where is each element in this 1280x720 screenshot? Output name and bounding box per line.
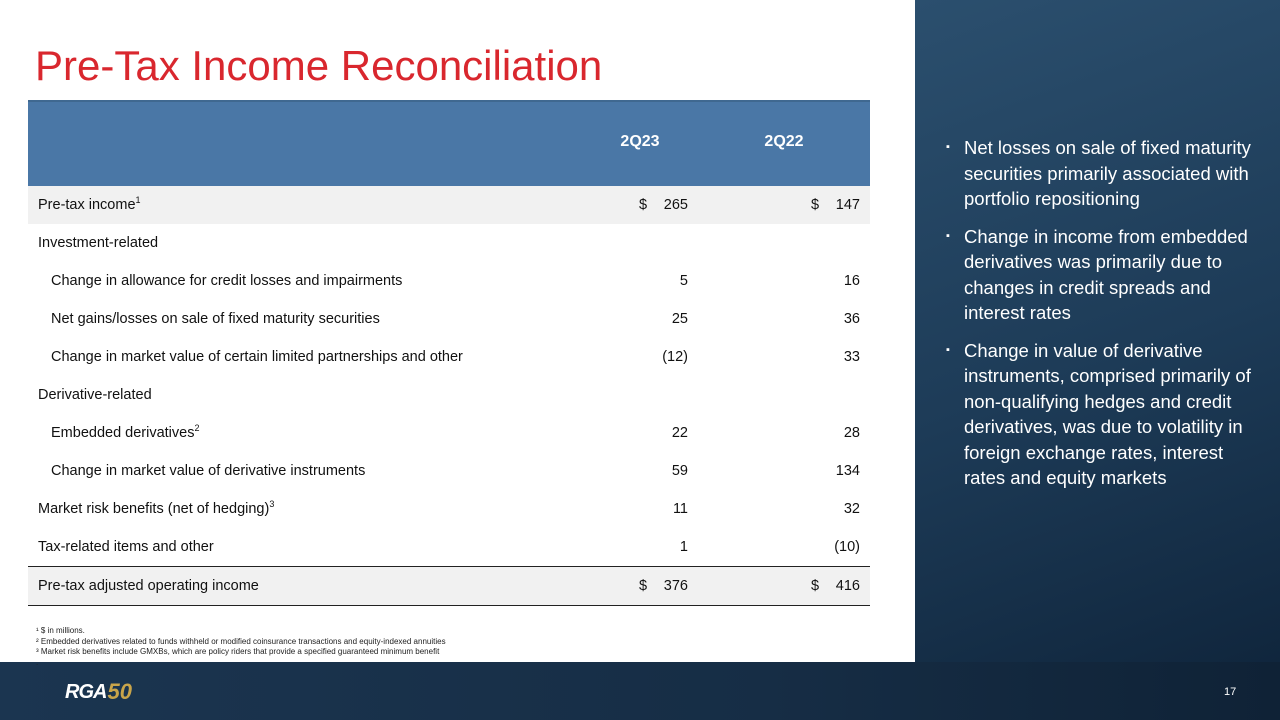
value-2q22: 147 bbox=[835, 197, 860, 213]
rga-logo bbox=[65, 680, 132, 704]
currency-symbol: $ bbox=[639, 197, 648, 213]
value-2q23: 59 bbox=[671, 463, 688, 479]
column-header-2q23: 2Q23 bbox=[620, 133, 660, 150]
section-label: Investment-related bbox=[38, 235, 159, 251]
table-row bbox=[28, 186, 870, 224]
bullet-item: ▪ Change in value of derivative instruments, comprised primarily of non-qualifying hedges and credit derivatives, was due to volatility in foreign exchange rates, interest rates and equity markets bbox=[946, 339, 1251, 488]
value-2q22: 134 bbox=[835, 463, 860, 479]
table-row bbox=[28, 224, 870, 262]
table-row bbox=[28, 262, 870, 300]
row-label: Pre-tax adjusted operating income bbox=[38, 578, 259, 594]
bullet-marker-icon: ▪ bbox=[946, 141, 950, 153]
row-label: Market risk benefits (net of hedging)$^3$ bbox=[38, 499, 275, 517]
table-row bbox=[28, 300, 870, 338]
bullet-item: ▪ Change in income from embedded derivatives was primarily due to changes in credit spreads and interest rates bbox=[946, 225, 1248, 323]
section-label: Derivative-related bbox=[38, 387, 152, 403]
value-2q23: 5 bbox=[679, 273, 688, 289]
row-label: Tax-related items and other bbox=[38, 539, 214, 555]
value-2q22: 28 bbox=[843, 425, 860, 441]
reconciliation-table bbox=[28, 100, 870, 606]
row-label: Embedded derivatives$^2$ bbox=[51, 423, 200, 441]
table-row bbox=[28, 414, 870, 452]
currency-symbol: $ bbox=[639, 578, 648, 594]
value-2q22: 416 bbox=[835, 578, 860, 594]
bullet-marker-icon: ▪ bbox=[946, 343, 950, 356]
value-2q23: 22 bbox=[671, 425, 688, 441]
table-header bbox=[28, 100, 870, 186]
page-title: Pre-Tax Income Reconciliation bbox=[35, 42, 603, 89]
table-row bbox=[28, 338, 870, 376]
bullet-marker-icon: ▪ bbox=[946, 229, 950, 242]
value-2q23: 1 bbox=[679, 539, 688, 555]
bullet-item: ▪ Net losses on sale of fixed maturity securities primarily associated with portfolio repositioning bbox=[946, 137, 1251, 209]
currency-symbol: $ bbox=[811, 197, 820, 213]
footer-bar bbox=[0, 662, 1280, 720]
table-row-total bbox=[28, 566, 870, 606]
currency-symbol: $ bbox=[811, 578, 820, 594]
row-label: Change in market value of derivative instruments bbox=[51, 463, 366, 479]
value-2q23: 11 bbox=[672, 501, 688, 517]
value-2q23: 25 bbox=[671, 311, 688, 327]
page-number: 17 bbox=[1224, 686, 1237, 698]
row-label: Net gains/losses on sale of fixed maturity securities bbox=[51, 311, 380, 327]
footnote-1: ¹ $ in millions. bbox=[36, 626, 85, 635]
row-label: Change in market value of certain limited partnerships and other bbox=[51, 349, 463, 365]
commentary-bullets bbox=[946, 135, 1256, 503]
table-row bbox=[28, 490, 870, 528]
row-label: Pre-tax income$^1$ bbox=[38, 195, 141, 213]
table-row bbox=[28, 376, 870, 414]
table-row bbox=[28, 452, 870, 490]
value-2q22: 33 bbox=[843, 349, 860, 365]
value-2q22: 32 bbox=[843, 501, 860, 517]
value-2q22: 36 bbox=[843, 311, 860, 327]
row-label: Change in allowance for credit losses and impairments bbox=[51, 273, 403, 289]
footnotes bbox=[36, 626, 446, 668]
footnote-4: . bbox=[36, 657, 39, 667]
value-2q22: (10) bbox=[834, 539, 860, 555]
value-2q23: 265 bbox=[663, 197, 688, 213]
value-2q23: (12) bbox=[662, 349, 688, 365]
column-header-2q22: 2Q22 bbox=[764, 133, 804, 150]
logo-brand: RGA bbox=[65, 680, 107, 703]
logo-anniversary: 50 bbox=[107, 679, 132, 704]
footnote-3: ³ Market risk benefits include GMXBs, which are policy riders that provide a specified guaranteed minimum benefit bbox=[36, 647, 440, 656]
value-2q23: 376 bbox=[663, 578, 688, 594]
value-2q22: 16 bbox=[843, 273, 860, 289]
table-row bbox=[28, 528, 870, 566]
footnote-2: ² Embedded derivatives related to funds withheld or modified coinsurance transactions and equity-indexed annuities bbox=[36, 636, 446, 646]
